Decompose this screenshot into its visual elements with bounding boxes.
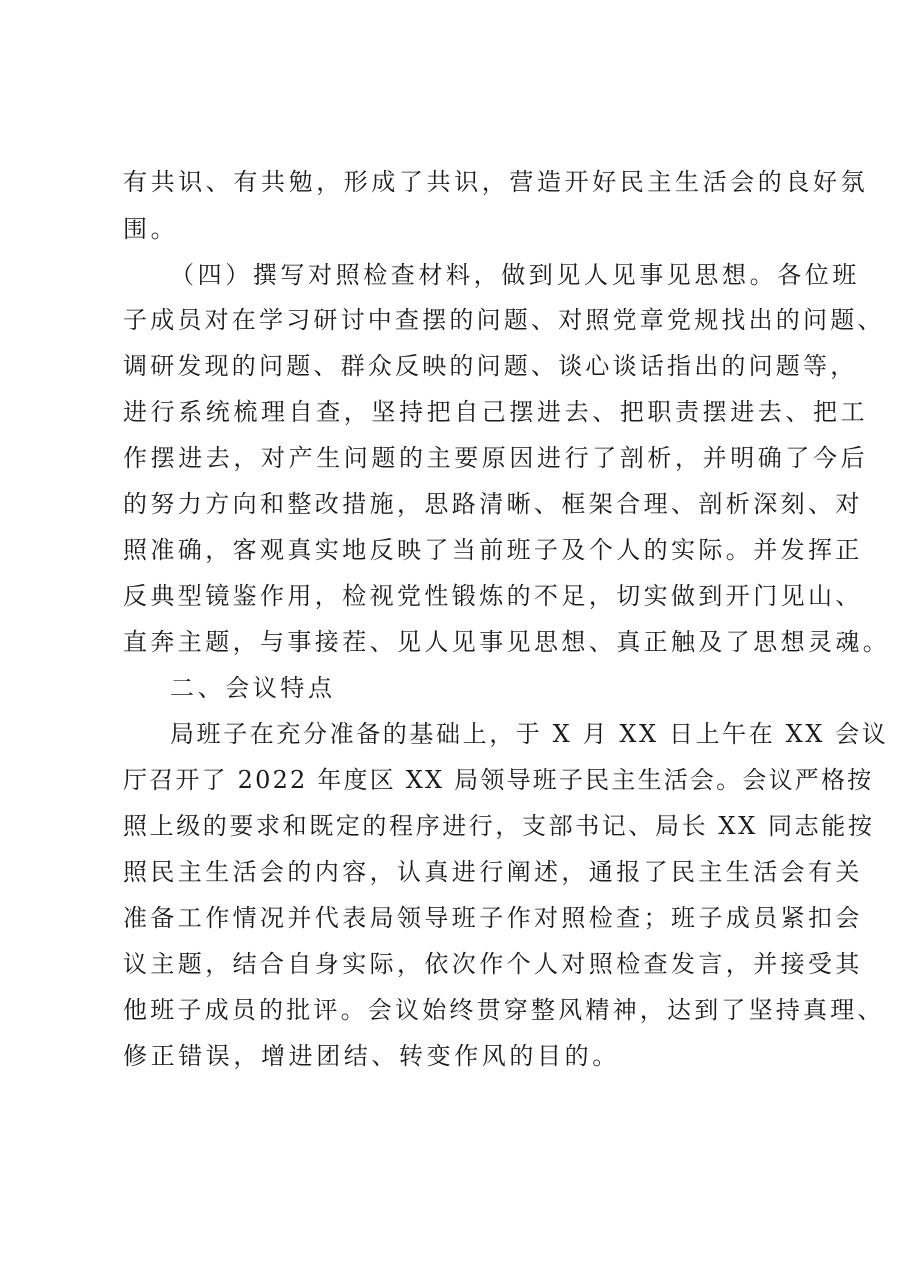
paragraph-line: 议主题，结合自身实际，依次作个人对照检查发言，并接受其 <box>123 950 863 978</box>
paragraph-line: 照上级的要求和既定的程序进行，支部书记、局长 XX 同志能按 <box>123 812 875 840</box>
paragraph-line: 照民主生活会的内容，认真进行阐述，通报了民主生活会有关 <box>123 858 863 886</box>
paragraph-line: 围。 <box>123 215 179 243</box>
section-heading: 二、会议特点 <box>170 674 336 702</box>
paragraph-line: 直奔主题，与事接茬、见人见事见思想、真正触及了思想灵魂。 <box>123 628 891 656</box>
paragraph-line: 厅召开了 2022 年度区 XX 局领导班子民主生活会。会议严格按 <box>123 766 874 794</box>
paragraph-line: 有共识、有共勉，形成了共识，营造开好民主生活会的良好氛 <box>123 168 869 196</box>
paragraph-line: 子成员对在学习研讨中查摆的问题、对照党章党规找出的问题、 <box>123 306 885 334</box>
paragraph-line: 反典型镜鉴作用，检视党性锻炼的不足，切实做到开门见山、 <box>123 582 863 610</box>
paragraph-line: 调研发现的问题、群众反映的问题、谈心谈话指出的问题等， <box>123 352 858 380</box>
paragraph-line: 准备工作情况并代表局领导班子作对照检查；班子成员紧扣会 <box>123 904 863 932</box>
section-heading-line: （四）撰写对照检查材料，做到见人见事见思想。各位班 <box>170 261 860 289</box>
paragraph-line: 局班子在充分准备的基础上，于 X 月 XX 日上午在 XX 会议 <box>170 720 889 748</box>
paragraph-line: 修正错误，增进团结、转变作风的目的。 <box>123 1042 620 1070</box>
paragraph-line: 他班子成员的批评。会议始终贯穿整风精神，达到了坚持真理、 <box>123 996 885 1024</box>
paragraph-line: 进行系统梳理自查，坚持把自己摆进去、把职责摆进去、把工 <box>123 398 869 426</box>
paragraph-line: 作摆进去，对产生问题的主要原因进行了剖析，并明确了今后 <box>123 444 869 472</box>
paragraph-line: 的努力方向和整改措施，思路清晰、框架合理、剖析深刻、对 <box>123 490 863 518</box>
paragraph-line: 照准确，客观真实地反映了当前班子及个人的实际。并发挥正 <box>123 536 863 564</box>
